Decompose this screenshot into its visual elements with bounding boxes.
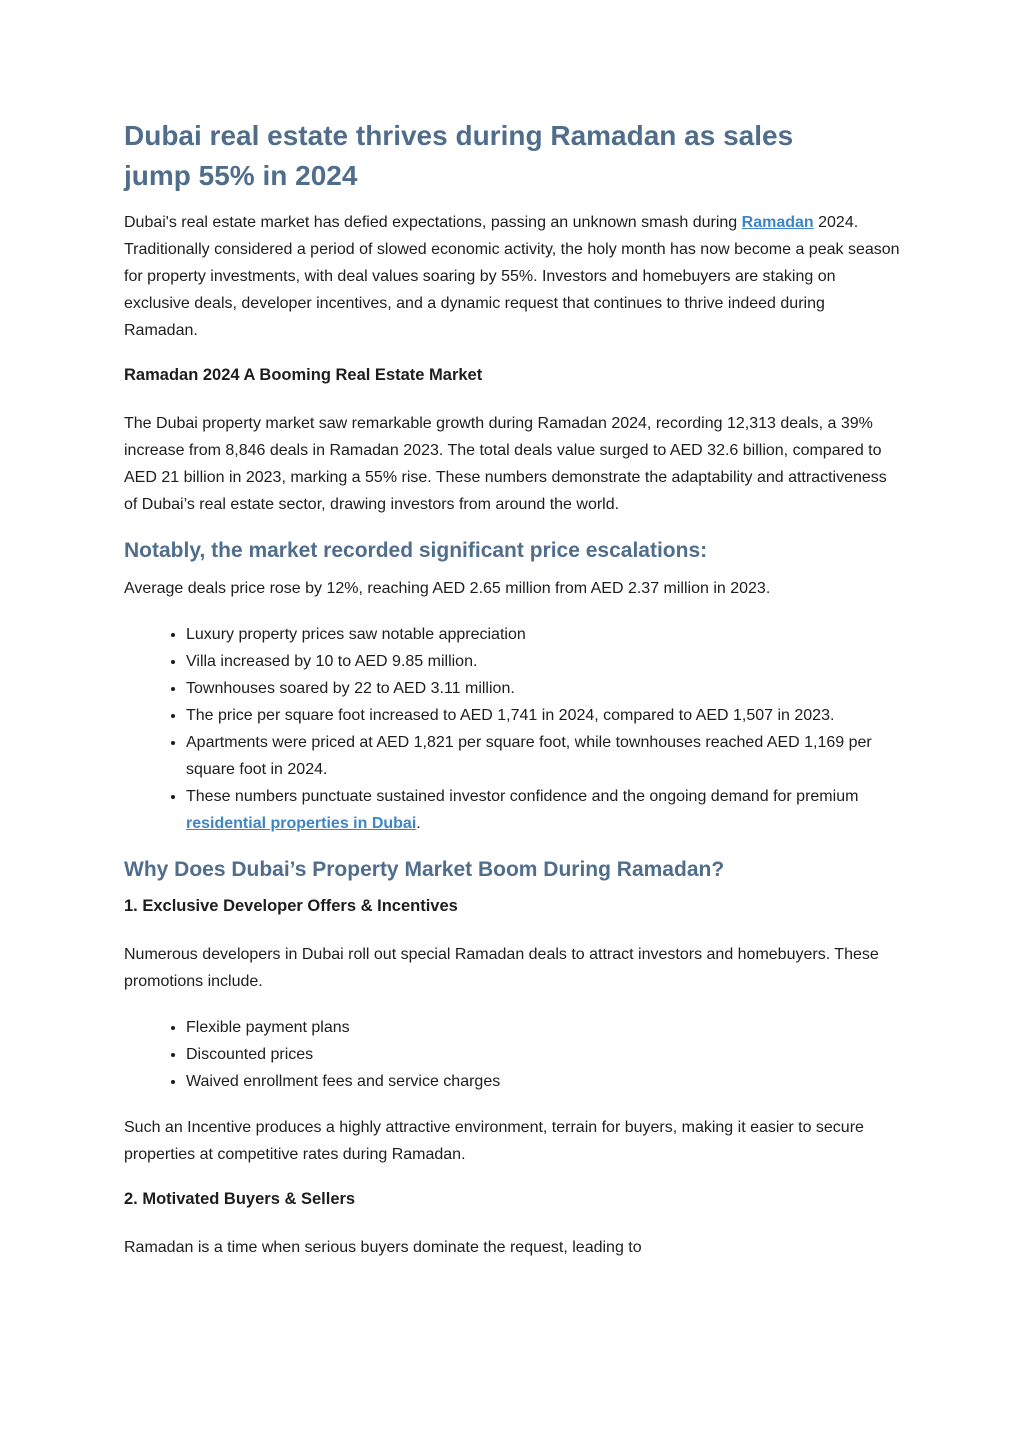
heading-booming-market: Ramadan 2024 A Booming Real Estate Market — [124, 366, 483, 384]
residential-properties-link[interactable]: residential properties in Dubai — [186, 815, 417, 832]
list-item: • Townhouses soared by 22 to AED 3.11 million. — [186, 675, 900, 702]
heading-why-boom: Why Does Dubai’s Property Market Boom During Ramadan? — [124, 858, 725, 881]
intro-text-pre: Dubai's real estate market has defied expectations, passing an unknown smash during — [124, 214, 742, 231]
list-item — [186, 783, 900, 837]
heading-developer-offers: 1. Exclusive Developer Offers & Incentives — [124, 897, 458, 915]
paragraph-incentive: Such an Incentive produces a highly attractive environment, terrain for buyers, making it easier to secure properties at competitive rates during Ramadan. — [124, 1119, 864, 1163]
price-escalations-list — [124, 621, 900, 837]
list-item: • Luxury property prices saw notable appreciation — [186, 621, 900, 648]
paragraph-motivated: Ramadan is a time when serious buyers dominate the request, leading to — [124, 1239, 642, 1256]
paragraph-average-price: Average deals price rose by 12%, reaching AED 2.65 million from AED 2.37 million in 2023. — [124, 580, 771, 597]
list-item: • Villa increased by 10 to AED 9.85 million. — [186, 648, 900, 675]
confidence-text-pre: These numbers punctuate sustained investor confidence and the ongoing demand for premium — [186, 788, 859, 805]
heading-motivated-buyers: 2. Motivated Buyers & Sellers — [124, 1190, 356, 1208]
list-item: • Discounted prices — [186, 1041, 900, 1068]
list-item: • Waived enrollment fees and service charges — [186, 1068, 900, 1095]
heading-price-escalations: Notably, the market recorded significant price escalations: — [124, 539, 708, 562]
intro-text-post: 2024. Traditionally considered a period of slowed economic activity, the holy month has now become a peak season for property investments, with deal values soaring by 55%. Investors and homebuyers are staking on exclusive deals, developer incentives, and a dynamic request that continues to thrive indeed during Ramadan. — [124, 214, 900, 339]
document-title-line-2: jump 55% in 2024 — [124, 160, 358, 191]
confidence-text-post: . — [416, 815, 421, 832]
paragraph-intro — [124, 209, 900, 344]
list-item: • Apartments were priced at AED 1,821 per square foot, while townhouses reached AED 1,169 per square foot in 2024. — [186, 729, 900, 783]
document-title — [124, 116, 900, 196]
promotions-list — [124, 1014, 900, 1095]
paragraph-booming: The Dubai property market saw remarkable growth during Ramadan 2024, recording 12,313 deals, a 39% increase from 8,846 deals in Ramadan 2023. The total deals value surged to AED 32.6 billion, compared to AED 21 billion in 2023, marking a 55% rise. These numbers demonstrate the adaptability and attractiveness of Dubai’s real estate sector, drawing investors from around the world. — [124, 415, 887, 513]
list-item: • The price per square foot increased to AED 1,741 in 2024, compared to AED 1,507 in 2023. — [186, 702, 900, 729]
paragraph-offers: Numerous developers in Dubai roll out special Ramadan deals to attract investors and homebuyers. These promotions include. — [124, 946, 879, 990]
ramadan-link[interactable]: Ramadan — [741, 214, 814, 231]
list-item: • Flexible payment plans — [186, 1014, 900, 1041]
document-title-line-1: Dubai real estate thrives during Ramadan as sales — [124, 120, 794, 151]
